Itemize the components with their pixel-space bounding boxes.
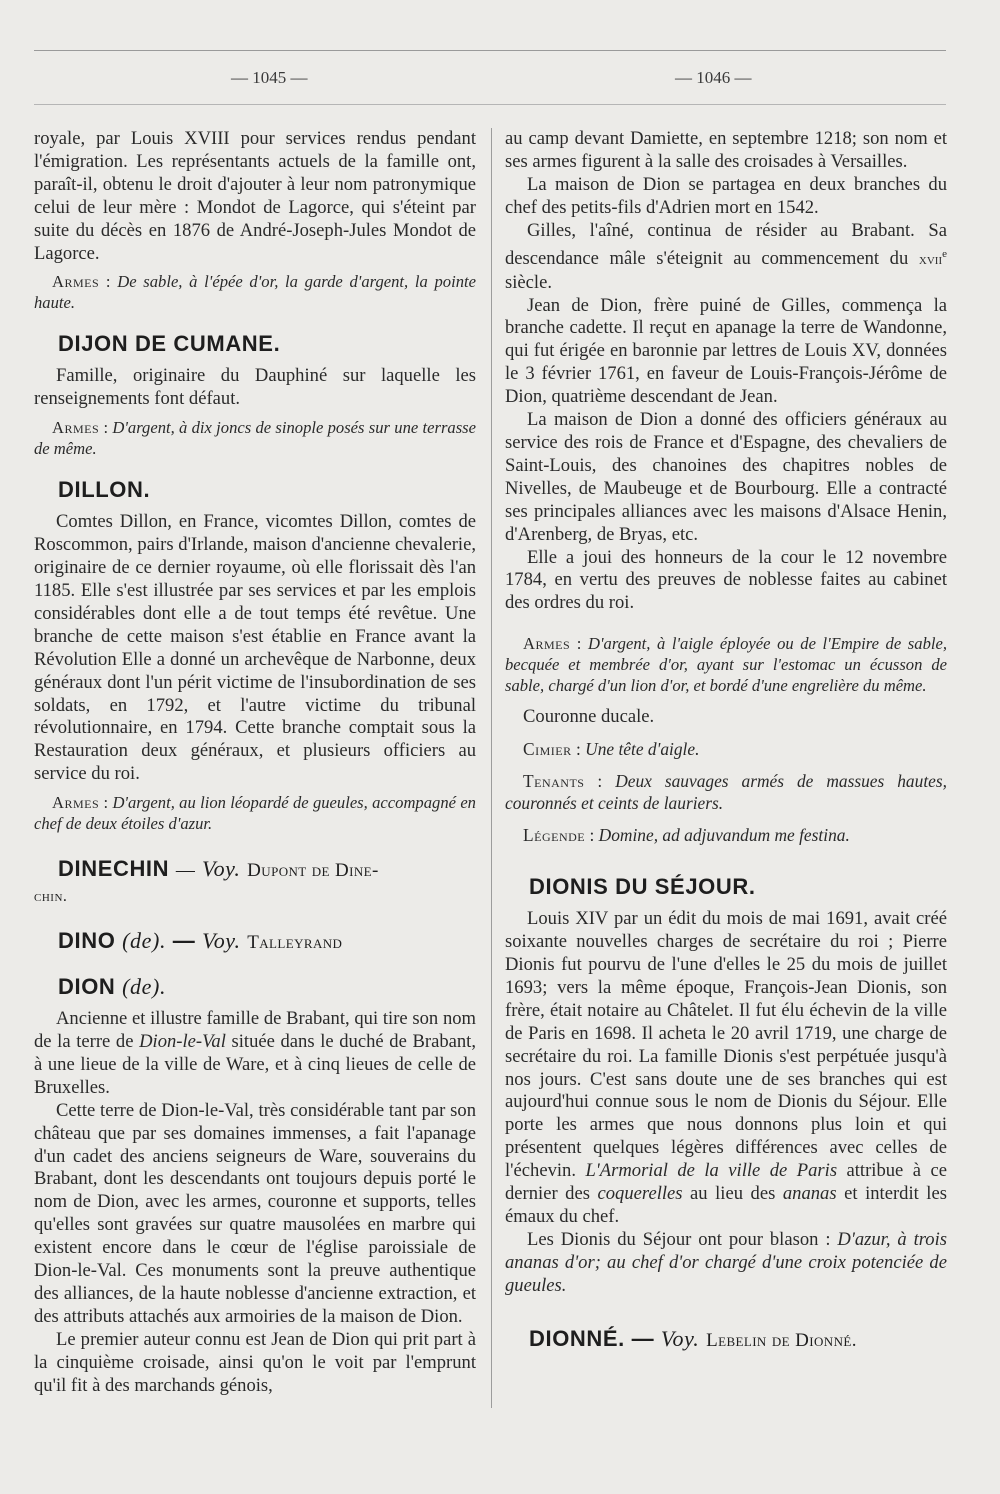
heading-dino	[58, 928, 476, 956]
legende-text: Domine, ad adjuvandum me festina.	[598, 825, 850, 846]
dion-de: (de).	[122, 974, 167, 1000]
arms-text: D'argent, au lion léopardé de gueules, accompagné en chef de deux étoiles d'azur.	[34, 793, 476, 834]
header-rule	[34, 104, 946, 105]
cimier-line: Cimier : Une tête d'aigle.	[523, 739, 700, 760]
arms-lagorce: Armes : De sable, à l'épée d'or, la garde d'argent, la pointe haute.	[34, 272, 476, 313]
dion-paragraph-3: Le premier auteur connu est Jean de Dion qui prit part à la cinquième croisade, ainsi qu'on le voit par l'emprunt qu'il fit à des marchands génois,	[34, 1328, 476, 1396]
dionne-ref: Lebelin de Dionné.	[706, 1329, 857, 1351]
dionis-p1-text-d: et interdit les émaux du chef.	[505, 1183, 947, 1227]
dionis-p1-text: Louis XIV par un édit du mois de mai 1691, avait créé soixante nouvelles charges de secrétaire du roi ; Pierre Dionis fut pourvu de l'une d'elles le 25 du mois de juillet 1693; vers la même époque, François-Jean Dionis, son frère, était notaire au Châtelet. Il fut élu échevin de la ville de Paris en 1698. Il acheta le 20 avril 1719, une charge de secrétaire du roi. La famille Dionis s'est perpétuée jusqu'à nos jours. C'est sans doute une de ses branches qui est aujourd'hui connue sous le nom de Dionis du Séjour. Elle porte les armes que nous donnons plus loin et qui présentent quelques légères différences avec celles de l'échevin.	[505, 908, 947, 1182]
dionis-paragraph-1	[505, 908, 947, 1229]
cimier-label: Cimier	[523, 739, 572, 760]
dion-p6-text-b: siècle.	[505, 271, 552, 293]
heading-dijon: DIJON DE CUMANE.	[58, 331, 281, 357]
arms-dillon: Armes : D'argent, au lion léopardé de gueules, accompagné en chef de deux étoiles d'azur.	[34, 793, 476, 834]
page-number-left: — 1045 —	[231, 68, 308, 87]
dion-p1-place: Dion-le-Val	[139, 1031, 226, 1053]
column-divider	[491, 128, 492, 1408]
dionis-ananas: ananas	[782, 1183, 837, 1205]
heading-dinechin	[34, 856, 476, 910]
dijon-paragraph: Famille, originaire du Dauphiné sur laquelle les renseignements font défaut.	[34, 365, 476, 410]
dionis-p2-text: Les Dionis du Séjour ont pour blason :	[527, 1228, 831, 1250]
left-column	[34, 128, 476, 1398]
dinechin-ref-tail: chin.	[34, 888, 68, 906]
spacer	[505, 615, 947, 627]
heading-dillon: DILLON.	[58, 477, 151, 503]
dino-ref: Talleyrand	[247, 932, 343, 954]
heading-dionis: DIONIS DU SÉJOUR.	[529, 874, 756, 900]
dionis-p1-text-b: attribue à ce dernier des	[505, 1160, 947, 1205]
dion-paragraph-5: La maison de Dion se partagea en deux branches du chef des petits-fils d'Adrien mort en 1542.	[505, 173, 947, 218]
dillon-paragraph: Comtes Dillon, en France, vicomtes Dillon, comtes de Roscommon, pairs d'Irlande, maison d'ancienne chevalerie, originaire de ce dernier royaume, où elle florissait dès l'an 1185. Elle s'est illustrée par ses services et par les emplois considérables dont elle a de tout temps été revêtue. Une branche de cette maison s'est établie en France avant la Révolution Elle a donné un archevêque de Narbonne, deux généraux dont l'un périt victime de l'insubordination de ses soldats, en 1792, et l'autre victime du tribunal révolutionnaire, en 1794. Cette branche comptait sous la Restauration deux généraux, et plusieurs officiers au service du roi.	[34, 511, 476, 785]
dion-name: DION	[58, 974, 116, 1000]
top-rule	[34, 50, 946, 51]
dino-voy: Voy.	[202, 928, 241, 954]
dino-de: (de).	[122, 928, 167, 954]
arms-label: Armes	[52, 272, 100, 292]
dionis-coquerelles: coquerelles	[597, 1183, 683, 1205]
century: xvii	[918, 251, 943, 268]
dion-paragraph-8: La maison de Dion a donné des officiers généraux au service des rois de France et d'Espagne, des chevaliers de Saint-Louis, des chanoines des chapitres nobles de Nivelles, de Maubeuge et de Bourbourg. Elle a contracté ses principales alliances avec les maisons d'Alsace Henin, d'Arenberg, de Bryas, etc.	[505, 409, 947, 545]
dion-p6-text-a: Gilles, l'aîné, continua de résider au Brabant. Sa descendance mâle s'éteignit au commencement du	[505, 219, 947, 269]
dionis-p1-text-c: au lieu des	[690, 1183, 776, 1205]
arms-text: D'argent, à l'aigle éployée ou de l'Empire de sable, becquée et membrée d'or, ayant sur l'estomac un écusson de sable, chargé d'un lion d'or, et bordé d'une engrelière du même.	[505, 634, 947, 696]
couronne-line: Couronne ducale.	[523, 706, 655, 728]
legende-label: Légende	[523, 825, 586, 846]
intro-paragraph: royale, par Louis XVIII pour services rendus pendant l'émigration. Les représentants actuels de la famille ont, paraît-il, obtenu le droit d'ajouter à leur nom patronymique celui de leur mère : Mondot de Lagorce, qui s'éteint par suite du décès en 1876 de André-Joseph-Jules Mondot de Lagorce.	[34, 128, 476, 264]
page-number-right: — 1046 —	[675, 68, 752, 87]
arms-label: Armes	[52, 793, 100, 813]
dion-paragraph-2: Cette terre de Dion-le-Val, très considérable tant par son château que par ses domaines immenses, a fait l'apanage d'un cadet des anciens seigneurs de Ware, souverains du Brabant, dont les descendants ont toujours depuis porté le nom de Dion, avec les armes, couronne et supports, telles qu'elles sont gravées sur quatre mausolées en marbre qui existent encore dans le cœur de l'église paroissiale de Dion-le-Val. Ces monuments sont la preuve authentique des alliances, de la haute noblesse d'ancienne extraction, et des attributs attachés aux armoiries de la maison de Dion.	[34, 1099, 476, 1327]
cimier-text: Une tête d'aigle.	[585, 739, 700, 760]
dion-paragraph-9: Elle a joui des honneurs de la cour le 12 novembre 1784, en vertu des preuves de noblesse faites au cabinet des ordres du roi.	[505, 546, 947, 614]
arms-text: De sable, à l'épée d'or, la garde d'argent, la pointe haute.	[34, 272, 476, 313]
arms-dijon: Armes : D'argent, à dix joncs de sinople posés sur une terrasse de même.	[34, 418, 476, 459]
arms-label: Armes	[523, 634, 571, 654]
dion-paragraph-1	[34, 1008, 476, 1100]
dinechin-name: DINECHIN	[58, 856, 170, 882]
dion-paragraph-7: Jean de Dion, frère puiné de Gilles, commença la branche cadette. Il reçut en apanage la terre de Wandonne, qui fut érigée en baronnie par lettres de Louis XV, données le 3 février 1761, en faveur de Louis-François-Jérôme de Dion, quatrième descendant de Jean.	[505, 294, 947, 408]
tenants-text: Deux sauvages armés de massues hautes, couronnés et ceints de lauriers.	[505, 771, 947, 814]
legende-line: Légende : Domine, ad adjuvandum me festina.	[523, 825, 850, 846]
arms-dion: Armes : D'argent, à l'aigle éployée ou de l'Empire de sable, becquée et membrée d'or, ayant sur l'estomac un écusson de sable, chargé d'un lion d'or, et bordé d'une engrelière du même.	[505, 634, 947, 696]
dionne-voy: Voy.	[660, 1325, 700, 1351]
dino-name: DINO	[58, 928, 116, 954]
dinechin-ref: Dupont de Dine-	[247, 860, 379, 882]
arms-text: D'argent, à dix joncs de sinople posés sur une terrasse de même.	[34, 418, 476, 459]
right-column	[505, 128, 947, 1362]
heading-dion	[58, 974, 476, 1000]
arms-label: Armes	[52, 418, 100, 438]
century-sup: e	[942, 247, 947, 260]
dinechin-dash: —	[175, 860, 196, 882]
dionis-blason: D'azur, à trois ananas d'or; au chef d'or chargé d'une croix potenciée de gueules.	[505, 1228, 948, 1296]
dionne-name: DIONNÉ.	[529, 1325, 625, 1351]
dionis-paragraph-2	[505, 1229, 947, 1298]
dionis-armorial: L'Armorial de la ville de Paris	[585, 1160, 838, 1182]
dion-paragraph-4: au camp devant Damiette, en septembre 1218; son nom et ses armes figurent à la salle des croisades à Versailles.	[505, 128, 947, 172]
dion-p1-text-b: située dans le duché de Brabant, à une lieue de la ville de Ware, et à cinq lieues de celle de Bruxelles.	[34, 1031, 476, 1098]
tenants-line: Tenants : Deux sauvages armés de massues hautes, couronnés et ceints de lauriers.	[505, 771, 947, 814]
dion-p1-text-a: Ancienne et illustre famille de Brabant, qui tire son nom de la terre de	[34, 1008, 476, 1053]
dino-dash: —	[172, 928, 196, 954]
tenants-label: Tenants	[523, 771, 585, 792]
dionne-dash: —	[631, 1325, 655, 1351]
dion-paragraph-6	[505, 220, 947, 295]
dinechin-voy: Voy.	[201, 856, 241, 882]
heading-dionne	[529, 1326, 947, 1354]
